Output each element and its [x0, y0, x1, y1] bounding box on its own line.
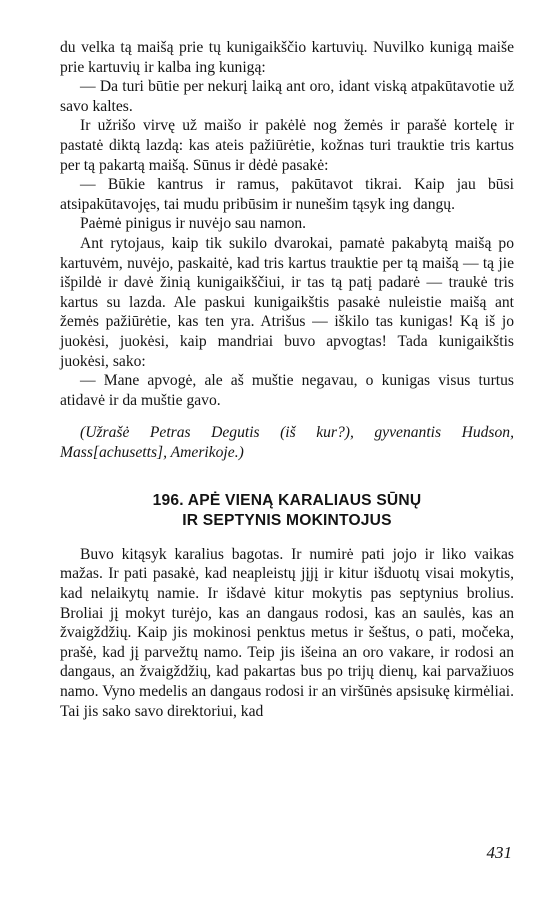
- story-paragraph-1: du velka tą maišą prie tų kunigaikščio kartuvių. Nuvilko kunigą maiše prie kartuvių ir kalba ing kunigą:: [60, 39, 514, 76]
- story-paragraph-6: Ant rytojaus, kaip tik sukilo dvarokai, pamatė pakabytą maišą po kartuvėm, nuvėjo, paskaitė, kad tris kartus trauktie per tą maišą — tą jie išpildė ir davė žinią kunigaikščiui, ir tas tą patį padarė — traukė tris kartus su lazda. Ale paskui kunigaikštis pasakė nuleistie maišą ant žemės pažiūrėtie, kas ten yra. Atrišus — iškilo tas kunigas! Ką iš jo juokėsi, juokėsi, kaip mandriai buvo apvogtas! Tada kunigaikštis juokėsi, sako:: [60, 234, 514, 370]
- tale-heading-line-2: IR SEPTYNIS MOKINTOJUS: [182, 511, 392, 529]
- story-paragraph-4: — Būkie kantrus ir ramus, pakūtavot tikrai. Kaip jau būsi atsipakūtavojęs, tai mudu pribūsim ir nunešim tąsyk ing dangų.: [60, 176, 514, 213]
- story-paragraph-2: — Da turi būtie per nekurį laiką ant oro, idant viską atpakūtavotie už savo kaltes.: [60, 78, 514, 115]
- story-paragraph-5: Paėmė pinigus ir nuvėjo sau namon.: [80, 215, 307, 233]
- story-paragraph-3: Ir užrišo virvę už maišo ir pakėlė nog žemės ir parašė kortelę ir pastatė diktą lazdą: kas ateis pažiūrėtie, kožnas turi trauktie tris kartus per tą pakartą maišą. Sūnus ir dėdė pasakė:: [60, 117, 514, 174]
- page-number: 431: [486, 843, 512, 862]
- tale-heading: [60, 491, 514, 531]
- story-paragraph-7: — Mane apvogė, ale aš muštie negavau, o kunigas visus turtus atidavė ir da muštie gavo.: [60, 372, 514, 409]
- tale-heading-line-1: 196. APĖ VIENĄ KARALIAUS SŪNŲ: [152, 491, 422, 509]
- source-note: (Užrašė Petras Degutis (iš kur?), gyvenantis Hudson, Mass[achusetts], Amerikoje.): [60, 424, 514, 462]
- tale-paragraph: Buvo kitąsyk karalius bagotas. Ir numirė pati jojo ir liko vaikas mažas. Ir pati pasakė, kad neapleistų jįjį ir kitur išduotų visai mokytis, kad nelaikytų namie. Ir išdavė kitur mokytis pas septynius brolius. Broliai jį mokyt turėjo, kas an dangaus rodosi, kas an saulės, kas an žvaigždžių. Kaip jis mokinosi penktus metus ir šeštus, o pati, močeka, prašė, kad jį parvežtų namo. Teip jis išeina an oro vakare, ir rodosi an dangaus, an žvaigždžių, kad pakartas bus po trijų dienų, kai parvažiuos namo. Vyno medelis an dangaus rodosi ir an viršūnės apsisukę kirmėliai. Tai jis sako savo direktoriui, kad: [60, 545, 514, 720]
